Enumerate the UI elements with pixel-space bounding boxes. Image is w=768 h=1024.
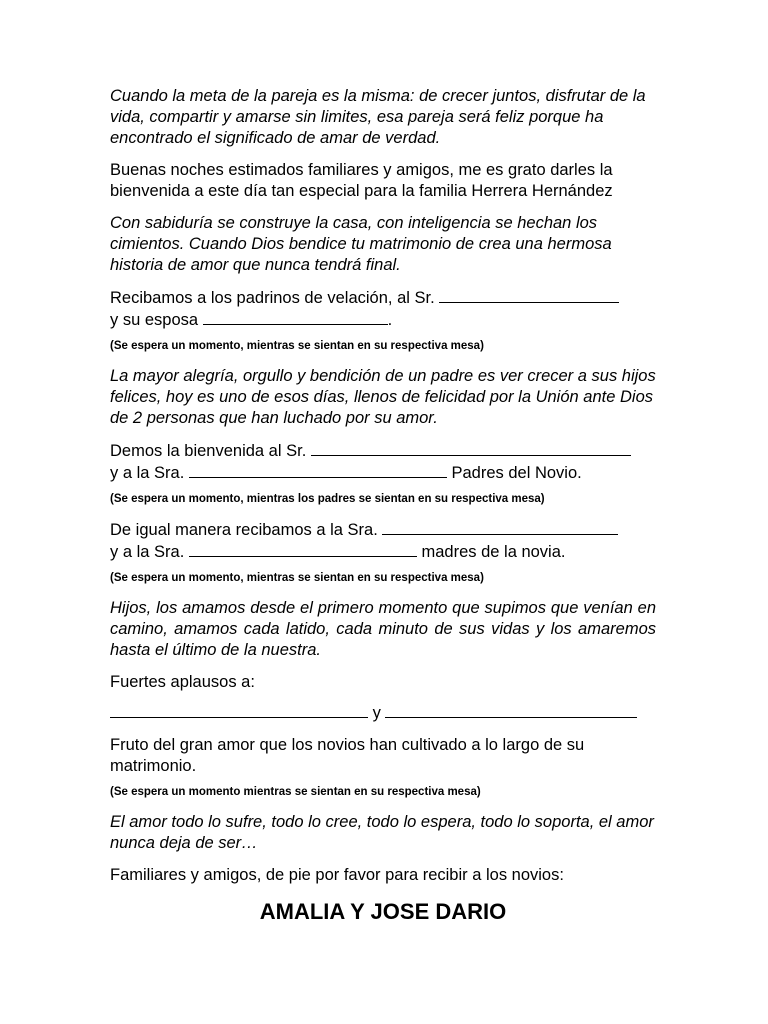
madres-novia-line2: y a la Sra. (110, 543, 185, 561)
aplausos-intro: Fuertes aplausos a: (110, 673, 255, 691)
esposa-name-blank (203, 309, 388, 325)
padres-novio-suffix: Padres del Novio. (451, 464, 582, 482)
stage-note-4: (Se espera un momento mientras se sientan en su respectiva mesa) (110, 786, 481, 798)
fruto-paragraph: Fruto del gran amor que los novios han cultivado a lo largo de su matrimonio. (110, 736, 585, 775)
quote-sabiduria: Con sabiduría se construye la casa, con inteligencia se hechan los cimientos. Cuando Dios bendice tu matrimonio de crea una hermosa historia de amor que nunca tendrá final. (110, 214, 612, 274)
stage-note-1: (Se espera un momento, mientras se sientan en su respectiva mesa) (110, 340, 484, 352)
invitation-line: Familiares y amigos, de pie por favor para recibir a los novios: (110, 866, 564, 884)
madres-novia-section (110, 519, 656, 563)
padrinos-line2: y su esposa (110, 311, 199, 329)
quote-amor: El amor todo lo sufre, todo lo cree, todo lo espera, todo lo soporta, el amor nunca deja de ser… (110, 813, 654, 852)
padrinos-line1: Recibamos a los padrinos de velación, al Sr. (110, 289, 435, 307)
quote-alegria: La mayor alegría, orgullo y bendición de un padre es ver crecer a sus hijos felices, hoy es uno de esos días, llenos de felicidad por la Unión ante Dios de 2 personas que han luchado por su amor. (110, 367, 656, 427)
padre-novio-blank (311, 440, 631, 456)
padres-novio-line2: y a la Sra. (110, 464, 185, 482)
quote-hijos: Hijos, los amamos desde el primero momento que supimos que venían en camino, amamos cada latido, cada minuto de sus vidas y los amaremos hasta el último de la nuestra. (110, 599, 656, 659)
padrino-name-blank (439, 287, 619, 303)
quote-meta-pareja: Cuando la meta de la pareja es la misma: de crecer juntos, disfrutar de la vida, compartir y amarse sin limites, esa pareja será feliz porque ha encontrado el significado de amar de verdad. (110, 87, 646, 147)
madre-novio-blank (189, 462, 447, 478)
stage-note-3: (Se espera un momento, mientras se sientan en su respectiva mesa) (110, 572, 484, 584)
couple-names-heading: AMALIA Y JOSE DARIO (259, 899, 507, 924)
padrinos-section (110, 287, 656, 331)
aplausos-connector: y (372, 704, 381, 722)
madre-novia-blank-1 (382, 519, 618, 535)
padrinos-period: . (387, 311, 393, 329)
document-body (110, 86, 656, 926)
padres-novio-line1: Demos la bienvenida al Sr. (110, 442, 307, 460)
hijo-name-blank-1 (110, 702, 368, 718)
welcome-paragraph: Buenas noches estimados familiares y amigos, me es grato darles la bienvenida a este día tan especial para la familia Herrera Hernández (110, 161, 613, 200)
padres-novio-section (110, 440, 656, 484)
madre-novia-blank-2 (189, 541, 417, 557)
stage-note-2: (Se espera un momento, mientras los padres se sientan en su respectiva mesa) (110, 493, 545, 505)
madres-novia-suffix: madres de la novia. (421, 543, 566, 561)
madres-novia-line1: De igual manera recibamos a la Sra. (110, 521, 378, 539)
aplausos-line (110, 702, 656, 724)
hijo-name-blank-2 (385, 702, 637, 718)
